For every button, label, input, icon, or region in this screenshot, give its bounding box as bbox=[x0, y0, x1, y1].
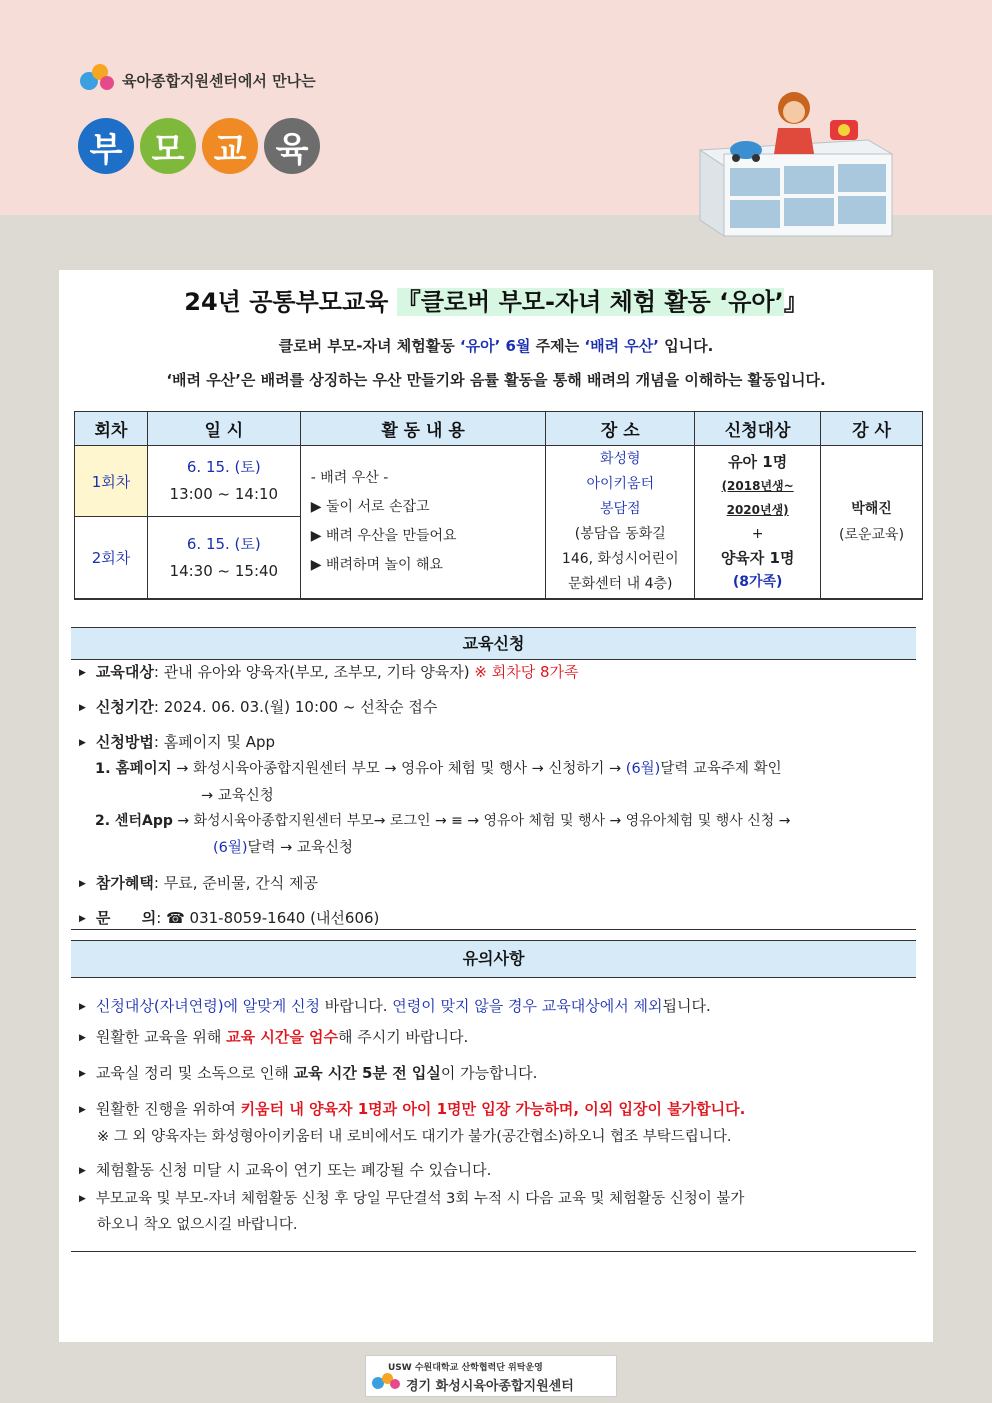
apply-web-path-cont: → 교육신청 bbox=[201, 788, 274, 804]
apply-app-path-cont bbox=[213, 836, 353, 857]
activity-item: ▶ 배려 우산을 만들어요 bbox=[310, 528, 457, 544]
activity-item: ▶ 배려하며 놀이 해요 bbox=[310, 557, 444, 573]
toy-shelf-illustration bbox=[698, 88, 894, 238]
instructor-cell bbox=[821, 446, 923, 600]
bullet-icon: ▶ bbox=[79, 1165, 86, 1176]
notice-text: 교육실 정리 및 소독으로 인해 bbox=[95, 1064, 294, 1082]
program-title-circles bbox=[78, 118, 320, 174]
place-address: (봉담읍 동화길 bbox=[574, 526, 666, 542]
place-name: 아이키움터 bbox=[586, 476, 655, 492]
section-header-notice: 유의사항 bbox=[71, 940, 916, 978]
notice-item bbox=[79, 1062, 537, 1083]
intro-text: 주제는 bbox=[530, 337, 585, 355]
session-time: 13:00 ~ 14:10 bbox=[169, 485, 279, 504]
place-address: 146, 화성시어린이 bbox=[561, 551, 679, 567]
notice-item bbox=[79, 995, 711, 1016]
notice-emphasis: 신청대상(자녀연령)에 알맞게 신청 bbox=[95, 997, 321, 1015]
session-date: 6. 15. (토) bbox=[186, 458, 261, 477]
divider bbox=[71, 929, 916, 930]
notice-item bbox=[79, 1187, 744, 1208]
notice-text: 이 가능합니다. bbox=[440, 1064, 538, 1082]
apply-path: 달력 → 교육신청 bbox=[247, 840, 353, 856]
center-logo bbox=[80, 62, 316, 98]
title-char-2: 모 bbox=[140, 118, 196, 174]
footer-center-name: 경기 화성시육아종합지원센터 bbox=[406, 1379, 574, 1394]
activity-item: ▶ 둘이 서로 손잡고 bbox=[310, 499, 430, 515]
apply-target bbox=[79, 661, 579, 682]
round-cell: 1회차 bbox=[75, 446, 148, 517]
schedule-row bbox=[75, 446, 923, 517]
notice-text: 부모교육 및 부모-자녀 체험활동 신청 후 당일 무단결석 3회 누적 시 다음 교육 및 체험활동 신청이 불가 bbox=[95, 1191, 745, 1207]
apply-value: : ☎ 031-8059-1640 (내선606) bbox=[156, 909, 380, 927]
apply-label: 문 의 bbox=[95, 909, 157, 927]
main-title bbox=[59, 282, 933, 317]
apply-month: (6월) bbox=[213, 840, 248, 856]
target-parent: 양육자 1명 bbox=[720, 549, 795, 567]
apply-value: : 홈페이지 및 App bbox=[153, 733, 276, 751]
datetime-cell bbox=[147, 446, 300, 517]
title-main: 클로버 부모-자녀 체험 활동 ‘유아’ bbox=[420, 288, 784, 316]
apply-sublabel: 2. 센터App bbox=[95, 813, 173, 829]
datetime-cell bbox=[147, 517, 300, 599]
session-time: 14:30 ~ 15:40 bbox=[169, 561, 279, 580]
col-header-instructor: 강 사 bbox=[821, 412, 923, 446]
logo-subtitle: 육아종합지원센터에서 만나는 bbox=[122, 71, 316, 90]
footer-logo bbox=[365, 1355, 617, 1397]
title-highlight bbox=[397, 288, 784, 316]
place-name: 화성형 bbox=[600, 451, 641, 467]
bullet-icon: ▶ bbox=[79, 702, 86, 713]
notice-text: 원활한 교육을 위해 bbox=[95, 1028, 227, 1046]
apply-label: 참가혜택 bbox=[95, 874, 154, 892]
notice-emphasis: 교육 시간 5분 전 입실 bbox=[293, 1064, 441, 1082]
flyer-content bbox=[59, 270, 933, 1342]
intro-theme: ‘배려 우산’ bbox=[584, 337, 659, 355]
notice-item-cont: 하오니 착오 없으시길 바랍니다. bbox=[97, 1217, 298, 1233]
apply-note: ※ 회차당 8가족 bbox=[474, 663, 579, 681]
bullet-icon: ▶ bbox=[79, 1104, 86, 1115]
bullet-icon: ▶ bbox=[79, 1194, 86, 1204]
footer-operator: USW 수원대학교 산학협력단 위탁운영 bbox=[388, 1363, 543, 1373]
intro-line-1 bbox=[59, 335, 933, 356]
apply-path: → 화성시육아종합지원센터 부모→ 로그인 → ≡ → 영유아 체험 및 행사 → 영유아체험 및 행사 신청 → bbox=[172, 813, 791, 829]
title-close-bracket: 』 bbox=[783, 288, 808, 316]
place-address: 문화센터 내 4층) bbox=[568, 576, 673, 592]
target-plus: + bbox=[751, 526, 764, 542]
place-cell bbox=[546, 446, 695, 600]
target-family-count: (8가족) bbox=[732, 574, 783, 590]
intro-text: 클로버 부모-자녀 체험활동 bbox=[278, 337, 460, 355]
notice-text: 해 주시기 바랍니다. bbox=[338, 1028, 469, 1046]
col-header-target: 신청대상 bbox=[695, 412, 821, 446]
section-header-apply: 교육신청 bbox=[71, 627, 916, 660]
apply-method bbox=[79, 731, 275, 752]
apply-contact bbox=[79, 907, 379, 928]
place-name: 봉담점 bbox=[600, 501, 641, 517]
apply-month: (6월) bbox=[625, 761, 661, 777]
instructor-name: 박해진 bbox=[851, 501, 892, 517]
notice-item bbox=[79, 1026, 468, 1047]
apply-value: : 관내 유아와 양육자(부모, 조부모, 기타 양육자) bbox=[153, 663, 475, 681]
bullet-icon: ▶ bbox=[79, 913, 86, 924]
notice-item bbox=[79, 1159, 491, 1180]
intro-text: 입니다. bbox=[658, 337, 714, 355]
notice-subnote: ※ 그 외 양육자는 화성형아이키움터 내 로비에서도 대기가 불가(공간협소)하오니 협조 부탁드립니다. bbox=[97, 1129, 732, 1145]
apply-period bbox=[79, 696, 437, 717]
notice-text: 원활한 진행을 위하여 bbox=[95, 1100, 241, 1118]
activity-title: - 배려 우산 - bbox=[310, 470, 389, 486]
title-open-bracket: 『 bbox=[396, 288, 421, 316]
session-date: 6. 15. (토) bbox=[186, 534, 261, 553]
intro-age-month: ‘유아’ 6월 bbox=[459, 337, 531, 355]
bullet-icon: ▶ bbox=[79, 737, 86, 748]
apply-value: : 무료, 준비물, 간식 제공 bbox=[153, 874, 318, 892]
notice-emphasis: 연령이 맞지 않을 경우 교육대상에서 제외 bbox=[392, 997, 663, 1015]
title-char-1: 부 bbox=[78, 118, 134, 174]
divider bbox=[71, 1251, 916, 1252]
apply-path: 달력 교육주제 확인 bbox=[660, 761, 782, 777]
apply-app-path bbox=[95, 810, 790, 830]
col-header-round: 회차 bbox=[75, 412, 148, 446]
target-birth-years: 2020년생) bbox=[726, 503, 789, 517]
notice-item bbox=[79, 1098, 745, 1119]
apply-label: 교육대상 bbox=[95, 663, 154, 681]
bullet-icon: ▶ bbox=[79, 1068, 86, 1079]
col-header-activity: 활 동 내 용 bbox=[300, 412, 546, 446]
apply-benefit bbox=[79, 872, 318, 893]
round-cell: 2회차 bbox=[75, 517, 148, 599]
apply-sublabel: 1. 홈페이지 bbox=[95, 761, 172, 777]
notice-emphasis: 교육 시간을 엄수 bbox=[226, 1028, 339, 1046]
bullet-icon: ▶ bbox=[79, 1001, 86, 1012]
target-child: 유아 1명 bbox=[728, 453, 788, 471]
apply-path: → 화성시육아종합지원센터 부모 → 영유아 체험 및 행사 → 신청하기 → bbox=[171, 761, 626, 777]
bullet-icon: ▶ bbox=[79, 667, 86, 678]
notice-emphasis: 키움터 내 양육자 1명과 아이 1명만 입장 가능하며, 이외 입장이 불가합니다. bbox=[240, 1100, 746, 1118]
notice-text: 바랍니다. bbox=[320, 997, 393, 1015]
activity-cell bbox=[300, 446, 546, 600]
apply-value: : 2024. 06. 03.(월) 10:00 ~ 선착순 접수 bbox=[153, 698, 438, 716]
intro-line-2: ‘배려 우산’은 배려를 상징하는 우산 만들기와 음률 활동을 통해 배려의 개념을 이해하는 활동입니다. bbox=[166, 371, 826, 389]
notice-text: 체험활동 신청 미달 시 교육이 연기 또는 폐강될 수 있습니다. bbox=[95, 1161, 492, 1179]
col-header-datetime: 일 시 bbox=[147, 412, 300, 446]
apply-web-path bbox=[95, 757, 782, 778]
target-cell bbox=[695, 446, 821, 600]
bullet-icon: ▶ bbox=[79, 878, 86, 889]
instructor-org: (로운교육) bbox=[839, 527, 905, 543]
center-logo-icon bbox=[80, 62, 116, 98]
schedule-table bbox=[74, 411, 923, 600]
bullet-icon: ▶ bbox=[79, 1032, 86, 1043]
apply-label: 신청방법 bbox=[95, 733, 154, 751]
target-birth-years: (2018년생~ bbox=[721, 479, 794, 493]
notice-text: 됩니다. bbox=[662, 997, 711, 1015]
schedule-header-row bbox=[75, 412, 923, 446]
title-char-4: 육 bbox=[264, 118, 320, 174]
apply-label: 신청기간 bbox=[95, 698, 154, 716]
title-prefix: 24년 공통부모교육 bbox=[184, 288, 389, 316]
title-char-3: 교 bbox=[202, 118, 258, 174]
col-header-place: 장 소 bbox=[546, 412, 695, 446]
